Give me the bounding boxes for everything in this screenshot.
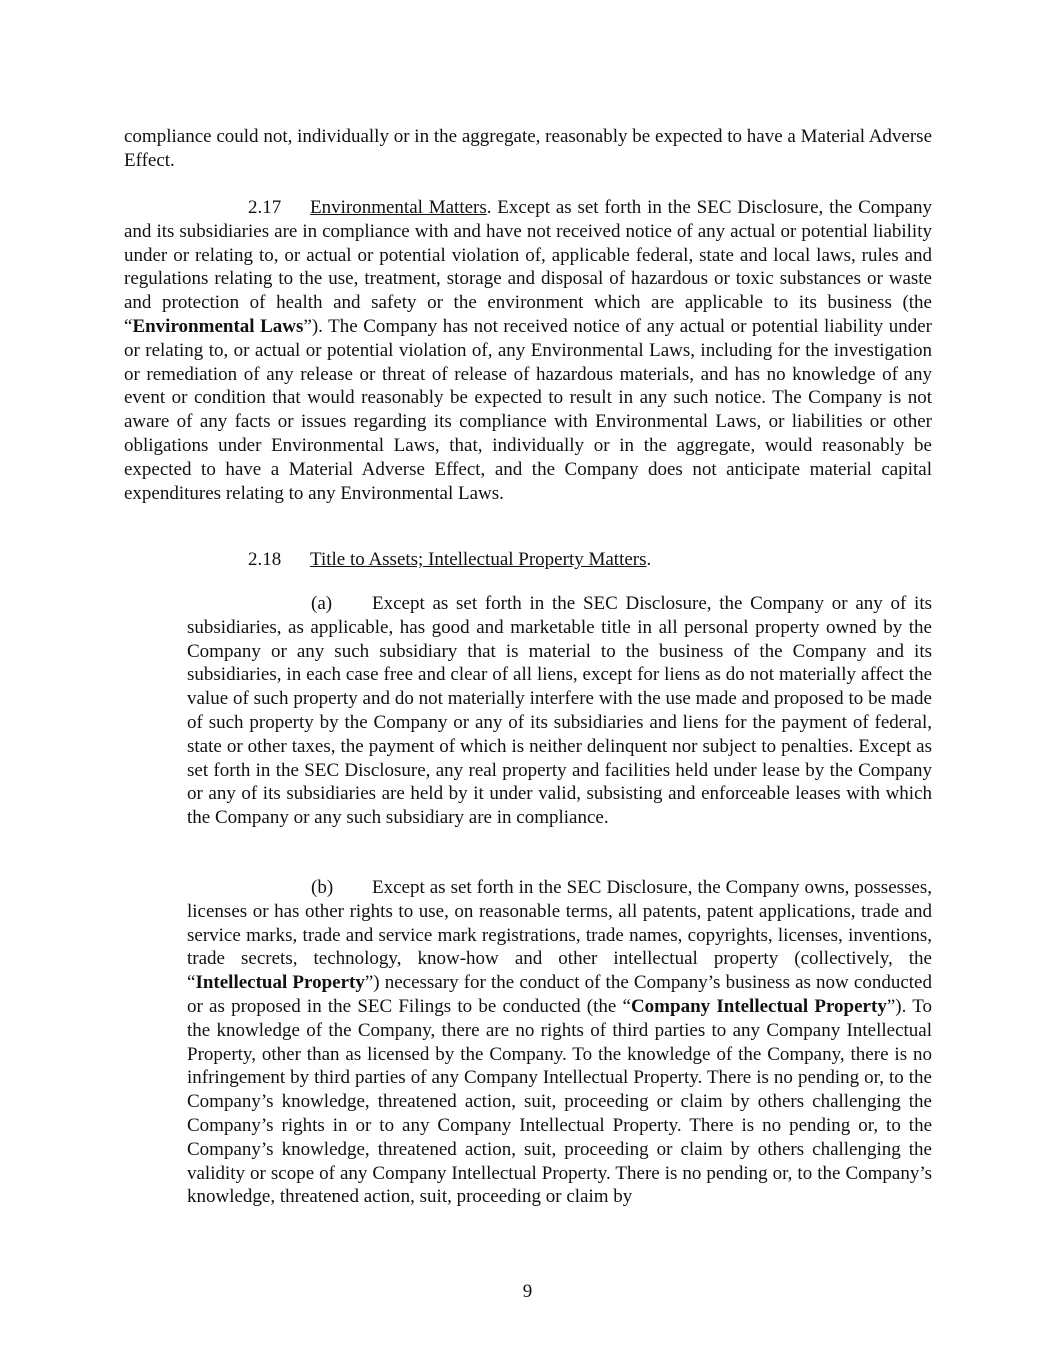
subsection-text: ”) necessary for the conduct of the Company’s business as now conducted or as proposed in the SEC Filings to be conducted (the “ — [187, 972, 932, 1017]
section-number: 2.17 — [248, 197, 282, 218]
subsection-b-paragraph — [187, 876, 932, 1209]
section-text: ”). The Company has not received notice of any actual or potential liability under or relating to, or actual or potential violation of, any Environmental Laws, including for the investigation or remediation of any release or threat of release of hazardous materials, and has no knowledge of any event or condition that would reasonably be expected to result in any such notice. The Company is not aware of any facts or issues regarding its compliance with Environmental Laws, or liabilities or other obligations under Environmental Laws, that, individually or in the aggregate, would reasonably be expected to have a Material Adverse Effect, and the Company does not anticipate material capital expenditures relating to any Environmental Laws. — [124, 315, 932, 504]
subsection-a-paragraph — [187, 592, 932, 830]
subsection-label: (b) — [311, 877, 334, 898]
section-number: 2.18 — [248, 549, 282, 570]
section-heading: Title to Assets; Intellectual Property Matters — [310, 549, 647, 570]
section-text: . — [646, 549, 652, 570]
subsection-text: ”). To the knowledge of the Company, there are no rights of third parties to any Company Intellectual Property, other than as licensed by the Company. To the knowledge of the Company, there is no infringement by third parties of any Company Intellectual Property. There is no pending or, to the Company’s knowledge, threatened action, suit, proceeding or claim by others challenging the Company’s rights in or to any Company Intellectual Property. There is no pending or, to the Company’s knowledge, threatened action, suit, proceeding or claim by others challenging the validity or scope of any Company Intellectual Property. There is no pending or, to the Company’s knowledge, threatened action, suit, proceeding or claim by — [187, 995, 932, 1208]
subsection-label: (a) — [311, 593, 333, 614]
section-2-18-paragraph — [124, 548, 932, 572]
page-number: 9 — [522, 1281, 533, 1302]
defined-term: Intellectual Property — [195, 972, 365, 994]
subsection-text: Except as set forth in the SEC Disclosure, the Company owns, possesses, licenses or has other rights to use, on reasonable terms, all patents, patent applications, trade and service marks, trade and service mark registrations, trade names, copyrights, licenses, inventions, trade secrets, technology, know-how and other intellectual property (collectively, the “ — [187, 877, 932, 994]
section-text: . Except as set forth in the SEC Disclosure, the Company and its subsidiaries are in compliance with and have not received notice of any actual or potential liability under or relating to, or actual or potential violation of, applicable federal, state and local laws, rules and regulations relating to the use, treatment, storage and disposal of hazardous or toxic substances or waste and protection of health and safety or the environment which are applicable to its business (the “ — [124, 197, 932, 337]
continuation-paragraph: compliance could not, individually or in the aggregate, reasonably be expected to have a Material Adverse Effect. — [124, 126, 932, 171]
subsection-text: Except as set forth in the SEC Disclosure, the Company or any of its subsidiaries, as applicable, has good and marketable title in all personal property owned by the Company or any such subsidiary that is material to the business of the Company and its subsidiaries, in each case free and clear of all liens, except for liens as do not materially affect the value of such property and do not materially interfere with the use made and proposed to be made of such property by the Company or any of its subsidiaries and liens for the payment of federal, state or other taxes, the payment of which is neither delinquent nor subject to penalties. Except as set forth in the SEC Disclosure, any real property and facilities held under lease by the Company or any of its subsidiaries are held by it under valid, subsisting and enforceable leases with which the Company or any such subsidiary are in compliance. — [187, 593, 932, 829]
section-heading: Environmental Matters — [310, 197, 487, 218]
defined-term: Environmental Laws — [132, 315, 304, 337]
section-2-17-paragraph — [124, 196, 932, 505]
defined-term: Company Intellectual Property — [630, 995, 887, 1017]
